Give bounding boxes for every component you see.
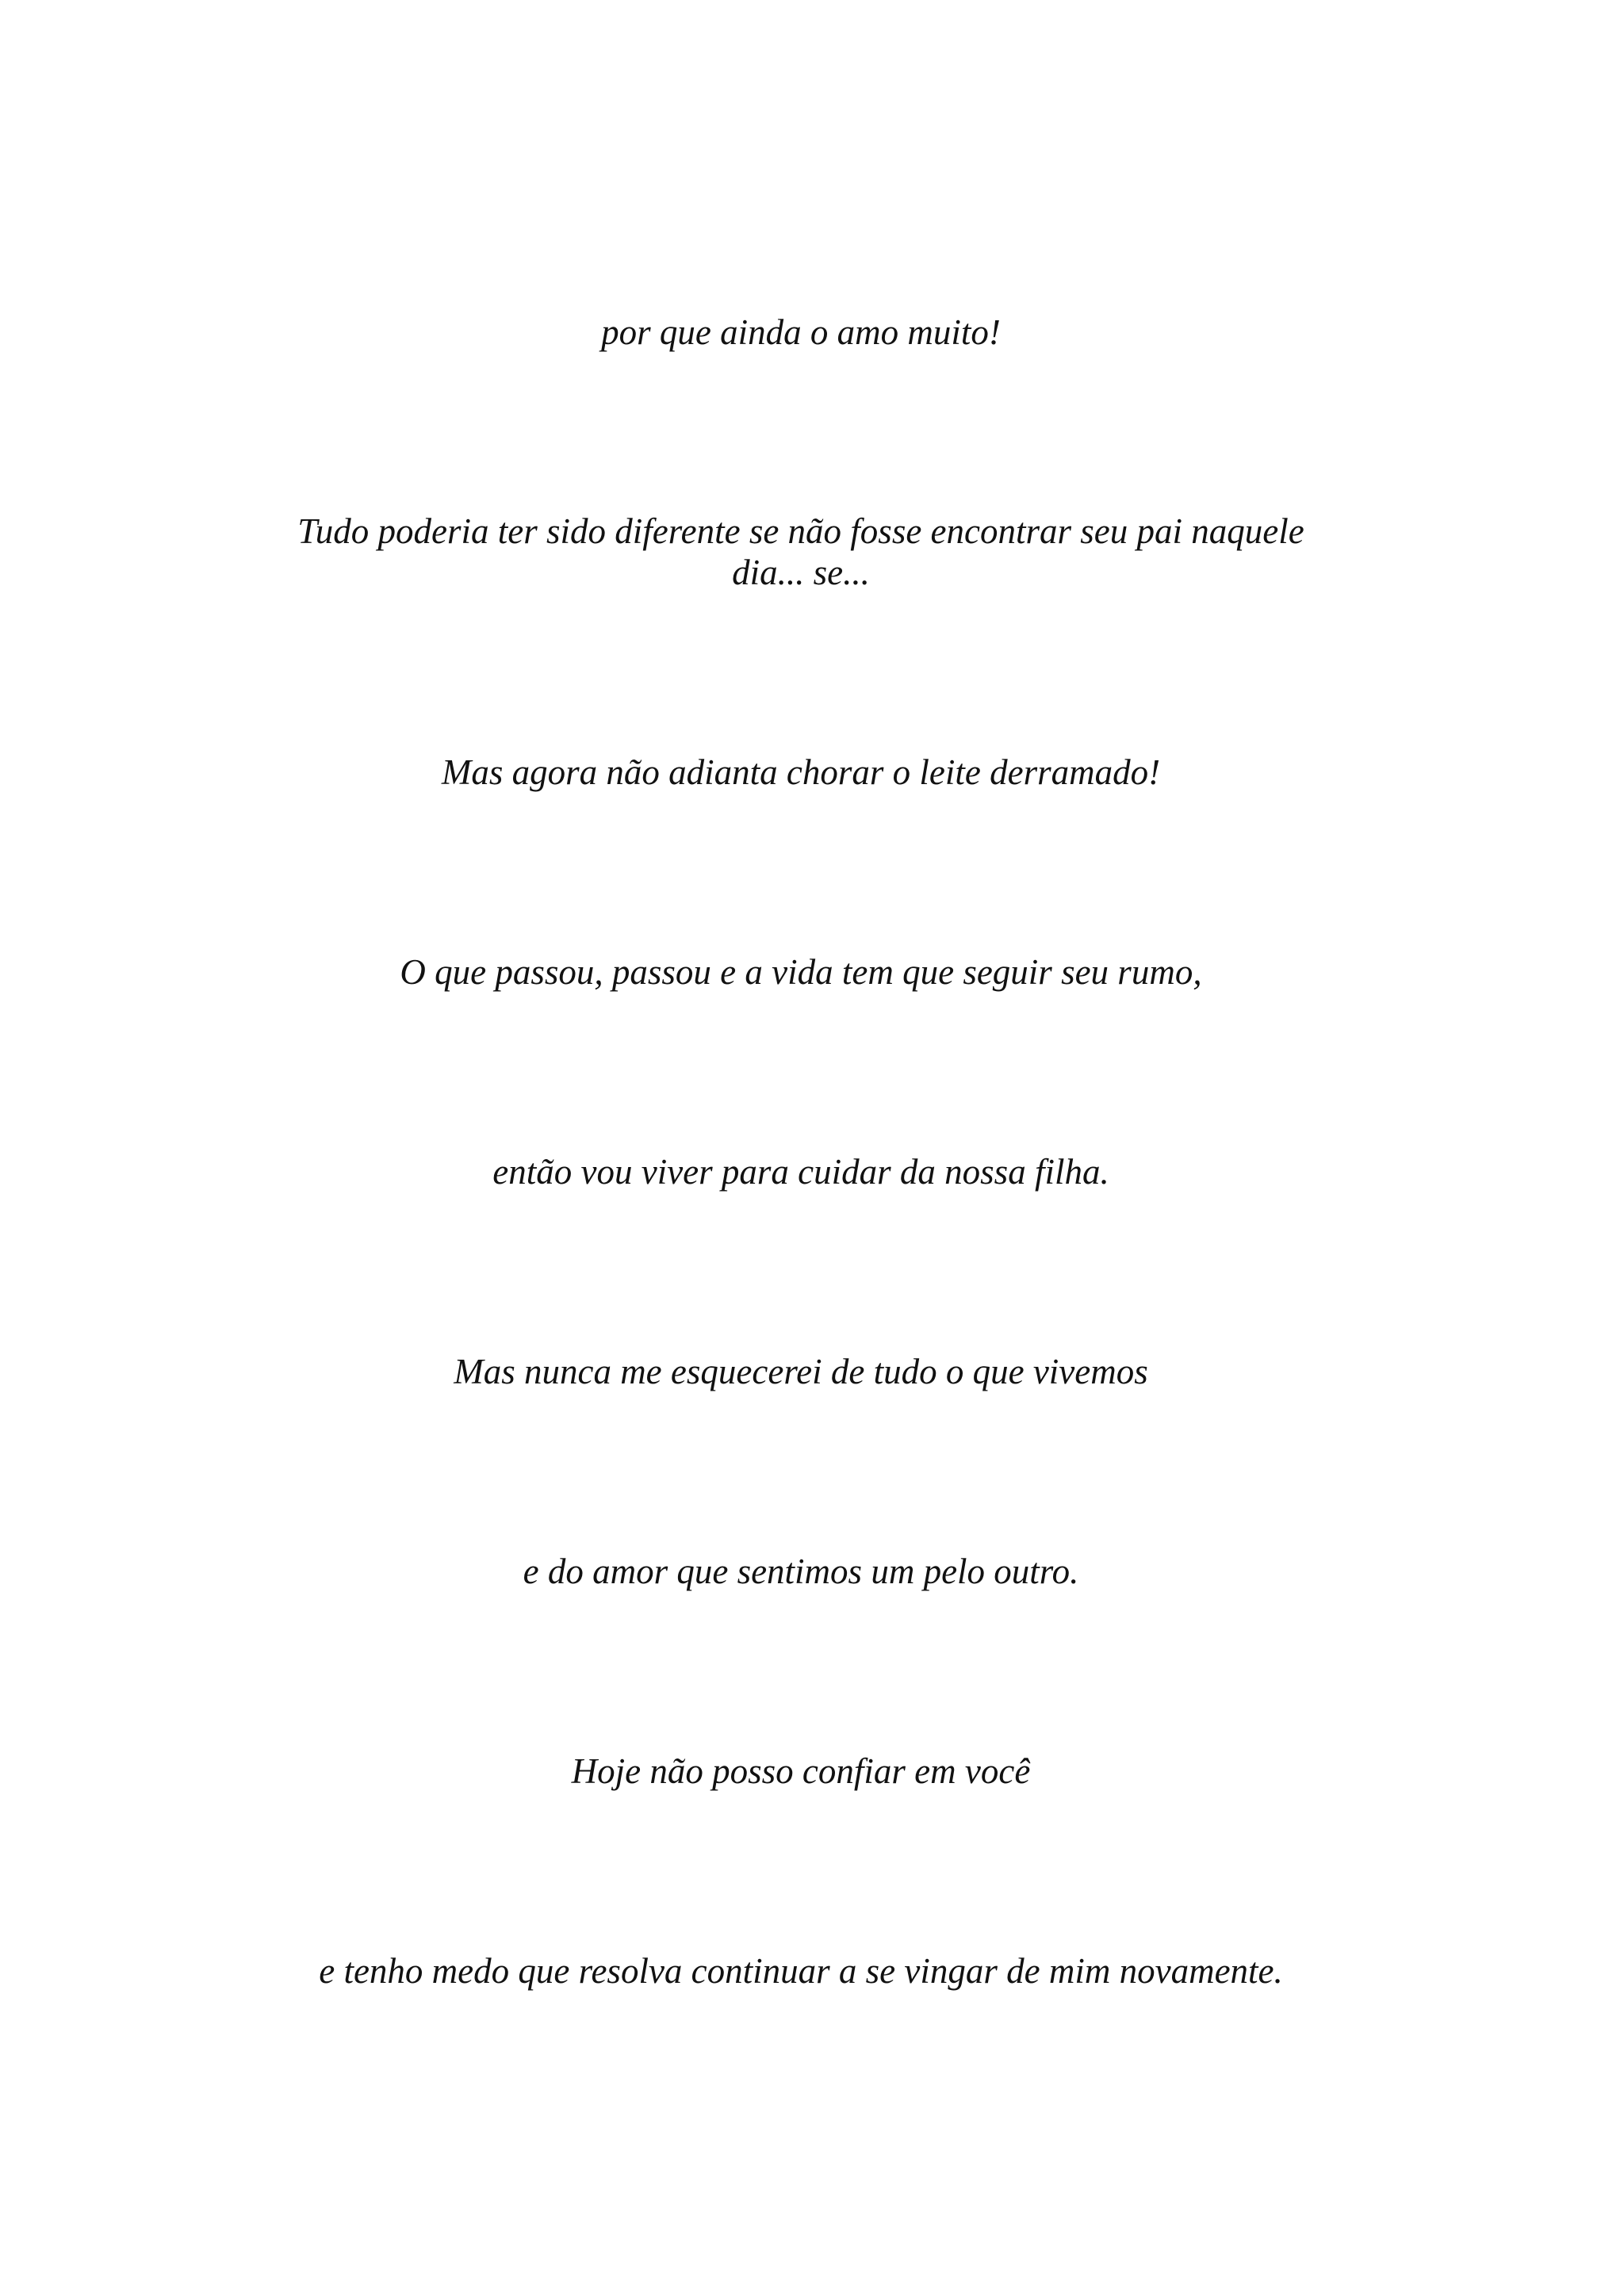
verse-line: por que ainda o amo muito! (601, 312, 1001, 352)
verse-line: Mas nunca me esquecerei de tudo o que vivemos (454, 1352, 1148, 1391)
verse-line: dia... se... (732, 553, 870, 592)
verse-line: e do amor que sentimos um pelo outro. (523, 1552, 1079, 1591)
verse-paragraph (238, 511, 1364, 593)
verse-line: O que passou, passou e a vida tem que seguir seu rumo, (400, 952, 1202, 992)
verse-line: e tenho medo que resolva continuar a se vingar de mim novamente. (319, 1951, 1283, 1991)
verse-line: Tudo poderia ter sido diferente se não fosse encontrar seu pai naquele (297, 511, 1304, 551)
verse-line: Hoje não posso confiar em você (571, 1751, 1031, 1791)
verse-line: Mas agora não adianta chorar o leite derramado! (441, 752, 1161, 792)
verse-line: então vou viver para cuidar da nossa filha. (492, 1152, 1109, 1192)
